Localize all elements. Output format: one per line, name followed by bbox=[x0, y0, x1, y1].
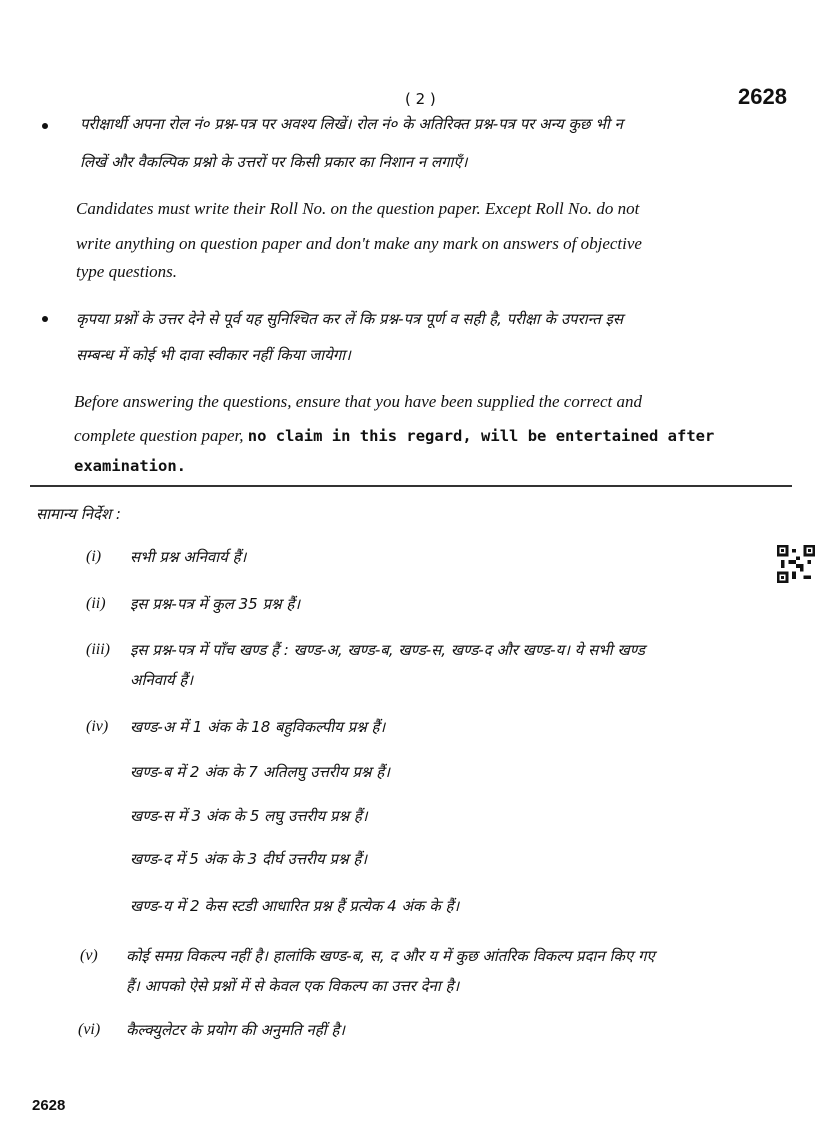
note-2-hindi: कृपया प्रश्नों के उत्तर देने से पूर्व यह सुनिश्चित कर लें कि प्रश्न-पत्र पूर्ण व सही है, परीक्षा के उपरान्त इस bbox=[76, 310, 624, 328]
qr-code bbox=[777, 545, 815, 583]
instruction-item: खण्ड-स में 3 अंक के 5 लघु उत्तरीय प्रश्न हैं। bbox=[130, 807, 368, 825]
instruction-item: सभी प्रश्न अनिवार्य हैं। bbox=[130, 548, 247, 566]
instruction-item: इस प्रश्न-पत्र में कुल 35 प्रश्न हैं। bbox=[130, 595, 301, 613]
item-number: (ii) bbox=[86, 595, 106, 612]
item-number: (iii) bbox=[86, 641, 110, 658]
divider bbox=[30, 485, 792, 487]
note-2-bold-text: no claim in this regard, will be entertained after bbox=[247, 427, 715, 445]
instruction-item: हैं। आपको ऐसे प्रश्नों में से केवल एक विकल्प का उत्तर देना है। bbox=[126, 977, 460, 995]
item-number: (v) bbox=[80, 947, 98, 964]
note-2-english-text: complete question paper, bbox=[74, 426, 248, 445]
note-2-bold-text: examination. bbox=[74, 457, 186, 475]
note-1-hindi: लिखें और वैकल्पिक प्रश्नो के उत्तरों पर किसी प्रकार का निशान न लगाएँ। bbox=[80, 153, 468, 171]
note-2-english bbox=[74, 426, 714, 446]
instruction-item: अनिवार्य हैं। bbox=[130, 671, 194, 689]
instruction-item: खण्ड-य में 2 केस स्टडी आधारित प्रश्न हैं प्रत्येक 4 अंक के हैं। bbox=[130, 897, 460, 915]
footer-code: 2628 bbox=[32, 1097, 66, 1114]
note-1-english: type questions. bbox=[76, 262, 178, 281]
note-2-english: Before answering the questions, ensure that you have been supplied the correct and bbox=[74, 392, 642, 411]
instruction-item: कैल्क्युलेटर के प्रयोग की अनुमति नहीं है। bbox=[126, 1021, 345, 1039]
bullet-icon bbox=[42, 123, 48, 129]
item-number: (i) bbox=[86, 548, 102, 565]
bullet-icon bbox=[42, 316, 48, 322]
instruction-item: खण्ड-ब में 2 अंक के 7 अतिलघु उत्तरीय प्रश्न हैं। bbox=[130, 763, 390, 781]
instruction-item: खण्ड-द में 5 अंक के 3 दीर्घ उत्तरीय प्रश्न हैं। bbox=[130, 850, 368, 868]
note-1-english: Candidates must write their Roll No. on the question paper. Except Roll No. do not bbox=[76, 199, 640, 218]
instruction-item: खण्ड-अ में 1 अंक के 18 बहुविकल्पीय प्रश्न हैं। bbox=[130, 718, 386, 736]
item-number: (vi) bbox=[78, 1021, 101, 1038]
note-1-english: write anything on question paper and don't make any mark on answers of objective bbox=[76, 234, 642, 253]
note-2-hindi: सम्बन्ध में कोई भी दावा स्वीकार नहीं किया जायेगा। bbox=[76, 346, 351, 364]
note-1-hindi: परीक्षार्थी अपना रोल नं० प्रश्न-पत्र पर अवश्य लिखें। रोल नं० के अतिरिक्त प्रश्न-पत्र पर अन्य कुछ भी न bbox=[80, 115, 623, 133]
instruction-item: इस प्रश्न-पत्र में पाँच खण्ड हैं : खण्ड-अ, खण्ड-ब, खण्ड-स, खण्ड-द और खण्ड-य। ये सभी खण्ड bbox=[130, 641, 645, 659]
item-number: (iv) bbox=[86, 718, 109, 735]
instructions-heading: सामान्य निर्देश : bbox=[36, 505, 121, 523]
instruction-item: कोई समग्र विकल्प नहीं है। हालांकि खण्ड-ब, स, द और य में कुछ आंतरिक विकल्प प्रदान किए गए bbox=[126, 947, 655, 965]
paper-code: 2628 bbox=[738, 84, 787, 109]
page-number: ( 2 ) bbox=[405, 90, 436, 108]
